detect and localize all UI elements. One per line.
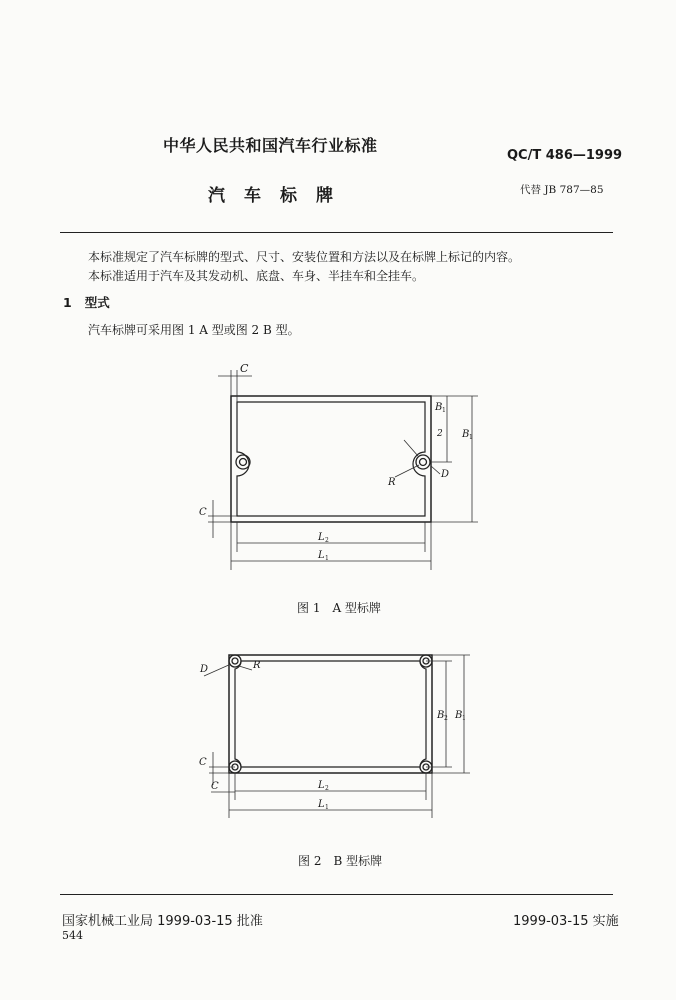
document-title: 汽车标牌 [208,186,352,206]
fig2-label-d: D [200,664,209,675]
replaces-note: 代替 JB 787—85 [520,184,604,196]
fig1-label-b: B [435,402,443,413]
plate-b-holes [229,655,432,773]
figure-2-caption: 图 2 B 型标牌 [298,854,383,868]
fig1-label-two: 2 [437,429,443,439]
fig1-label-l2: L [318,532,325,543]
fig1-label-l1: L [318,550,325,561]
fig1-label-l1-sub: 1 [325,555,329,562]
fig1-label-sub: 1 [442,407,446,414]
fig2-label-b2: B [437,710,445,721]
fig1-label-r: R [388,477,396,488]
standard-category-title: 中华人民共和国汽车行业标准 [163,136,378,155]
scope-paragraph-1: 本标准规定了汽车标牌的型式、尺寸、安装位置和方法以及在标牌上标记的内容。 [88,250,521,264]
implementation-date: 1999-03-15 实施 [513,914,619,929]
fig2-label-c-bottom: C [211,781,219,792]
fig1-label-l2-sub: 2 [325,537,329,544]
fig1-label-sub-total: 1 [469,434,473,441]
fig1-label-c-left: C [199,507,207,518]
fig2-label-b1: B [455,710,463,721]
standard-code: QC/T 486—1999 [507,148,623,163]
fig2-label-b1-sub: 1 [462,715,466,722]
section-title: 型式 [84,295,110,310]
scope-paragraph-2: 本标准适用于汽车及其发动机、底盘、车身、半挂车和全挂车。 [88,269,425,283]
plate-b-dimension-lines [204,655,470,818]
fig1-label-c-top: C [240,362,249,375]
fig2-label-l2: L [318,780,325,791]
plate-b-outline [229,655,432,773]
section-number: 1 [63,295,72,310]
type-paragraph: 汽车标牌可采用图 1 A 型或图 2 B 型。 [88,323,300,337]
approval-note: 国家机械工业局 1999-03-15 批准 [62,914,263,929]
fig2-label-r: R [253,660,261,671]
fig1-label-d: D [441,469,450,480]
fig2-label-l1: L [318,799,325,810]
figure-1-caption: 图 1 A 型标牌 [297,601,381,615]
page-number: 544 [62,929,83,942]
fig2-label-b2-sub: 2 [444,715,448,722]
fig2-label-l1-sub: 1 [325,804,329,811]
fig2-label-c-left: C [199,757,207,768]
fig1-label-b-total: B [462,429,470,440]
fig2-label-l2-sub: 2 [325,785,329,792]
